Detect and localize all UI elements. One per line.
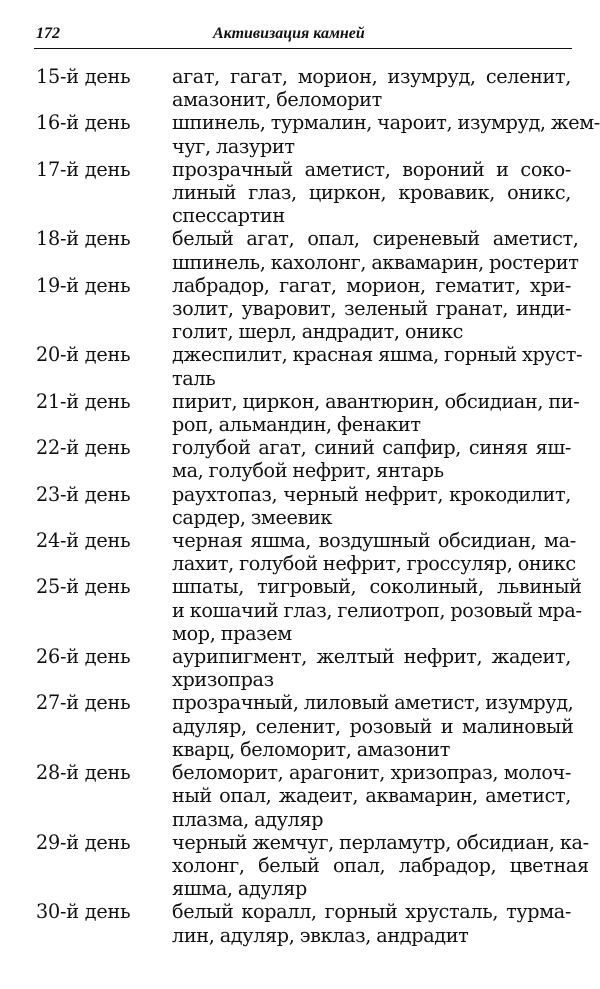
- stones-list: [172, 390, 579, 436]
- stones-line: белый агат, опал, сиреневый аметист,: [172, 227, 579, 251]
- stones-list: [172, 761, 571, 831]
- schedule-entry: [36, 645, 571, 691]
- stones-line: лабрадор, гагат, морион, гематит, хри-: [172, 273, 571, 297]
- schedule-entry: [36, 900, 571, 946]
- stones-line: белый коралл, горный хрусталь, турма-: [172, 900, 571, 924]
- day-label: 22-й день: [36, 436, 131, 460]
- stones-list: [172, 529, 576, 575]
- schedule-entry: [36, 65, 571, 111]
- stones-list: [172, 436, 571, 482]
- stones-list: [172, 645, 571, 691]
- stones-line: лин, адуляр, эвклаз, андрадит: [172, 923, 469, 947]
- stones-line: голубой агат, синий сапфир, синяя яш-: [172, 436, 571, 460]
- stones-line: шпинель, турмалин, чароит, изумруд, жем-: [172, 111, 600, 135]
- stones-list: [172, 65, 571, 111]
- page-header: [34, 22, 572, 49]
- stones-line: шпаты, тигровый, соколиный, львиный: [172, 575, 582, 599]
- stones-line: золит, уваровит, зеленый гранат, инди-: [172, 297, 571, 321]
- day-label: 30-й день: [36, 900, 131, 924]
- stones-line: адуляр, селенит, розовый и малиновый: [172, 714, 574, 738]
- day-label: 21-й день: [36, 389, 131, 413]
- stones-line: голит, шерл, андрадит, оникс: [172, 320, 464, 344]
- stones-list: [172, 691, 573, 761]
- stones-line: таль: [172, 366, 216, 390]
- stones-line: плазма, адуляр: [172, 807, 324, 831]
- schedule-entry: [36, 575, 582, 645]
- stones-line: хризопраз: [172, 668, 274, 692]
- stones-line: спессартин: [172, 204, 285, 228]
- stones-line: кварц, беломорит, амазонит: [172, 737, 450, 761]
- stones-list: [172, 158, 571, 228]
- page-number: 172: [36, 25, 60, 42]
- schedule-entry: [36, 227, 579, 274]
- stones-line: аурипигмент, желтый нефрит, жадеит,: [172, 645, 571, 669]
- stones-line: черная яшма, воздушный обсидиан, ма-: [172, 529, 576, 553]
- stones-line: прозрачный, лиловый аметист, изумруд,: [172, 691, 574, 715]
- day-label: 29-й день: [36, 830, 131, 854]
- schedule-entry: [36, 830, 589, 901]
- stones-line: яшма, адуляр: [172, 877, 307, 901]
- day-label: 18-й день: [36, 227, 131, 251]
- stone-activation-schedule: [36, 65, 600, 947]
- stones-line: чуг, лазурит: [172, 134, 295, 158]
- stones-line: шпинель, кахолонг, аквамарин, ростерит: [172, 250, 579, 274]
- day-label: 26-й день: [36, 645, 131, 669]
- day-label: 25-й день: [36, 575, 131, 599]
- stones-line: и кошачий глаз, гелиотроп, розовый мра-: [172, 598, 582, 622]
- stones-line: сардер, змеевик: [172, 505, 333, 529]
- running-title: Активизация камней: [213, 25, 365, 42]
- stones-line: линый глаз, циркон, кровавик, оникс,: [172, 181, 571, 205]
- stones-list: [172, 227, 579, 273]
- stones-list: [172, 483, 571, 529]
- stones-line: мор, празем: [172, 621, 292, 645]
- schedule-entry: [36, 483, 571, 529]
- stones-list: [172, 831, 589, 901]
- stones-list: [172, 111, 600, 157]
- day-label: 24-й день: [36, 529, 131, 553]
- schedule-entry: [36, 158, 571, 228]
- stones-line: беломорит, арагонит, хризопраз, молоч-: [172, 761, 571, 785]
- stones-line: раухтопаз, черный нефрит, крокодилит,: [172, 482, 571, 506]
- stones-line: амазонит, беломорит: [172, 88, 382, 112]
- day-label: 17-й день: [36, 157, 131, 181]
- schedule-entry: [36, 529, 576, 576]
- schedule-entry: [36, 274, 571, 344]
- stones-line: пирит, циркон, авантюрин, обсидиан, пи-: [172, 389, 580, 413]
- schedule-entry: [36, 111, 600, 158]
- stones-list: [172, 900, 571, 946]
- stones-line: джеспилит, красная яшма, горный хруст-: [172, 343, 583, 367]
- stones-list: [172, 274, 571, 344]
- stones-line: прозрачный аметист, вороний и соко-: [172, 157, 571, 181]
- schedule-entry: [36, 691, 574, 761]
- day-label: 23-й день: [36, 482, 131, 506]
- day-label: 15-й день: [36, 65, 131, 88]
- day-label: 28-й день: [36, 761, 131, 785]
- stones-line: ма, голубой нефрит, янтарь: [172, 459, 444, 483]
- schedule-entry: [36, 389, 580, 437]
- day-label: 16-й день: [36, 111, 131, 135]
- schedule-entry: [36, 436, 571, 482]
- stones-line: холонг, белый опал, лабрадор, цветная: [172, 853, 589, 877]
- stones-line: роп, альмандин, фенакит: [172, 413, 421, 437]
- schedule-entry: [36, 343, 583, 390]
- stones-line: агат, гагат, морион, изумруд, селенит,: [172, 65, 571, 88]
- stones-list: [172, 575, 582, 645]
- day-label: 19-й день: [36, 273, 131, 297]
- stones-line: черный жемчуг, перламутр, обсидиан, ка-: [172, 830, 589, 854]
- stones-line: лахит, голубой нефрит, гроссуляр, оникс: [172, 552, 576, 576]
- day-label: 27-й день: [36, 691, 131, 715]
- stones-list: [172, 343, 582, 389]
- day-label: 20-й день: [36, 343, 131, 367]
- stones-line: ный опал, жадеит, аквамарин, аметист,: [172, 784, 571, 808]
- schedule-entry: [36, 761, 571, 831]
